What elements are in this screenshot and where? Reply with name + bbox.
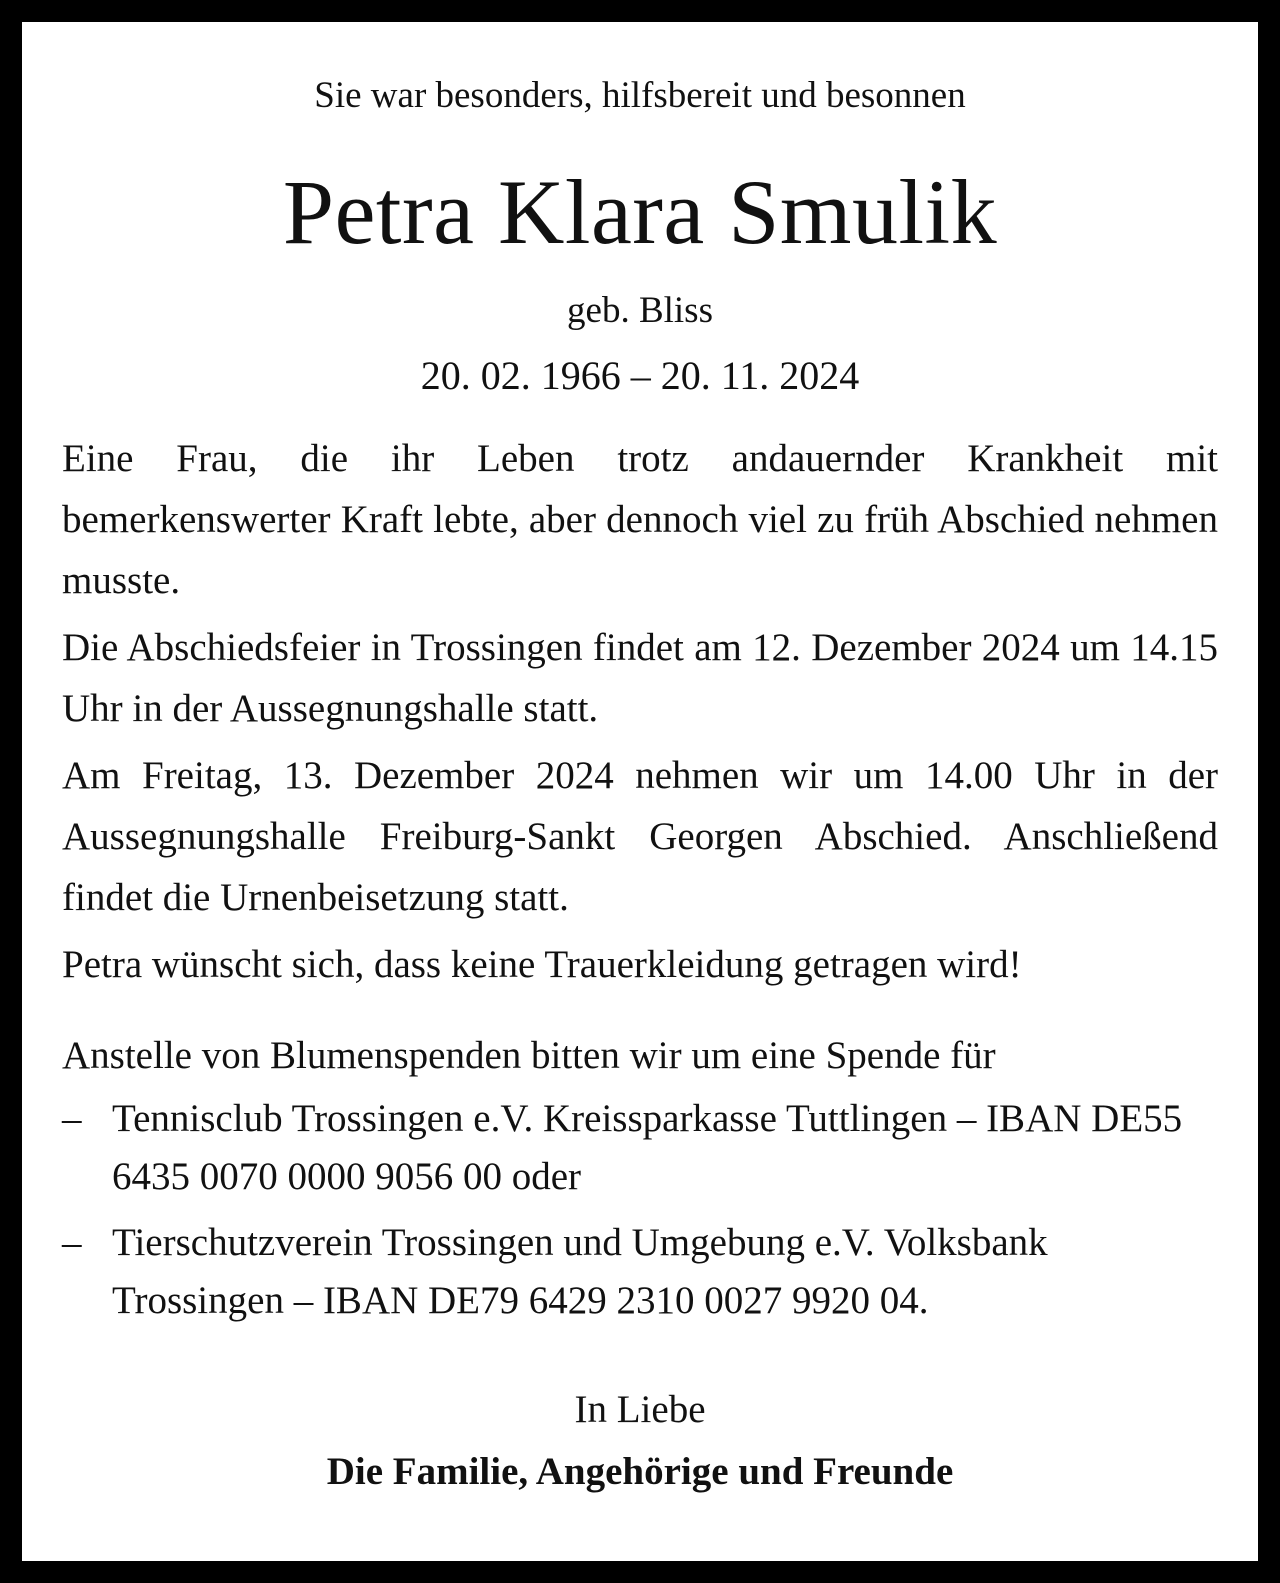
- donation-text: Tennisclub Trossingen e.V. Kreissparkasse Tuttlingen – IBAN DE55 6435 0070 0000 9056 00 oder: [112, 1097, 1183, 1198]
- deceased-name: Petra Klara Smulik: [282, 161, 998, 263]
- birth-name: geb. Bliss: [567, 290, 713, 331]
- closing-phrase: In Liebe: [574, 1388, 706, 1431]
- motto: Sie war besonders, hilfsbereit und besonnen: [314, 75, 966, 116]
- signature: Die Familie, Angehörige und Freunde: [326, 1450, 954, 1493]
- paragraph-ceremony-trossingen: Die Abschiedsfeier in Trossingen findet am 12. Dezember 2024 um 14.15 Uhr in der Aussegnungshalle statt.: [62, 626, 1218, 730]
- paragraph-tribute: Eine Frau, die ihr Leben trotz andauernder Krankheit mit bemerkenswerter Kraft lebte, aber dennoch viel zu früh Abschied nehmen musste.: [62, 437, 1218, 602]
- life-dates: 20. 02. 1966 – 20. 11. 2024: [420, 353, 860, 398]
- donation-dash: –: [62, 1221, 82, 1264]
- donation-item: [62, 1214, 1218, 1330]
- donation-dash: –: [62, 1097, 82, 1140]
- donation-text: Tierschutzverein Trossingen und Umgebung e.V. Volksbank Trossingen – IBAN DE79 6429 2310 0027 9920 04.: [112, 1221, 1048, 1322]
- donation-intro: Anstelle von Blumenspenden bitten wir um eine Spende für: [62, 1034, 996, 1077]
- paragraph-dress-wish: Petra wünscht sich, dass keine Trauerkleidung getragen wird!: [62, 943, 1022, 986]
- obituary-content: [62, 72, 1218, 1521]
- section-spacer: [62, 1001, 1218, 1025]
- donation-item: [62, 1090, 1218, 1206]
- notice-body: [62, 428, 1218, 1330]
- paragraph-ceremony-freiburg: Am Freitag, 13. Dezember 2024 nehmen wir um 14.00 Uhr in der Aussegnungshalle Freiburg-Sankt Georgen Abschied. Anschließend findet die Urnenbeisetzung statt.: [62, 754, 1218, 919]
